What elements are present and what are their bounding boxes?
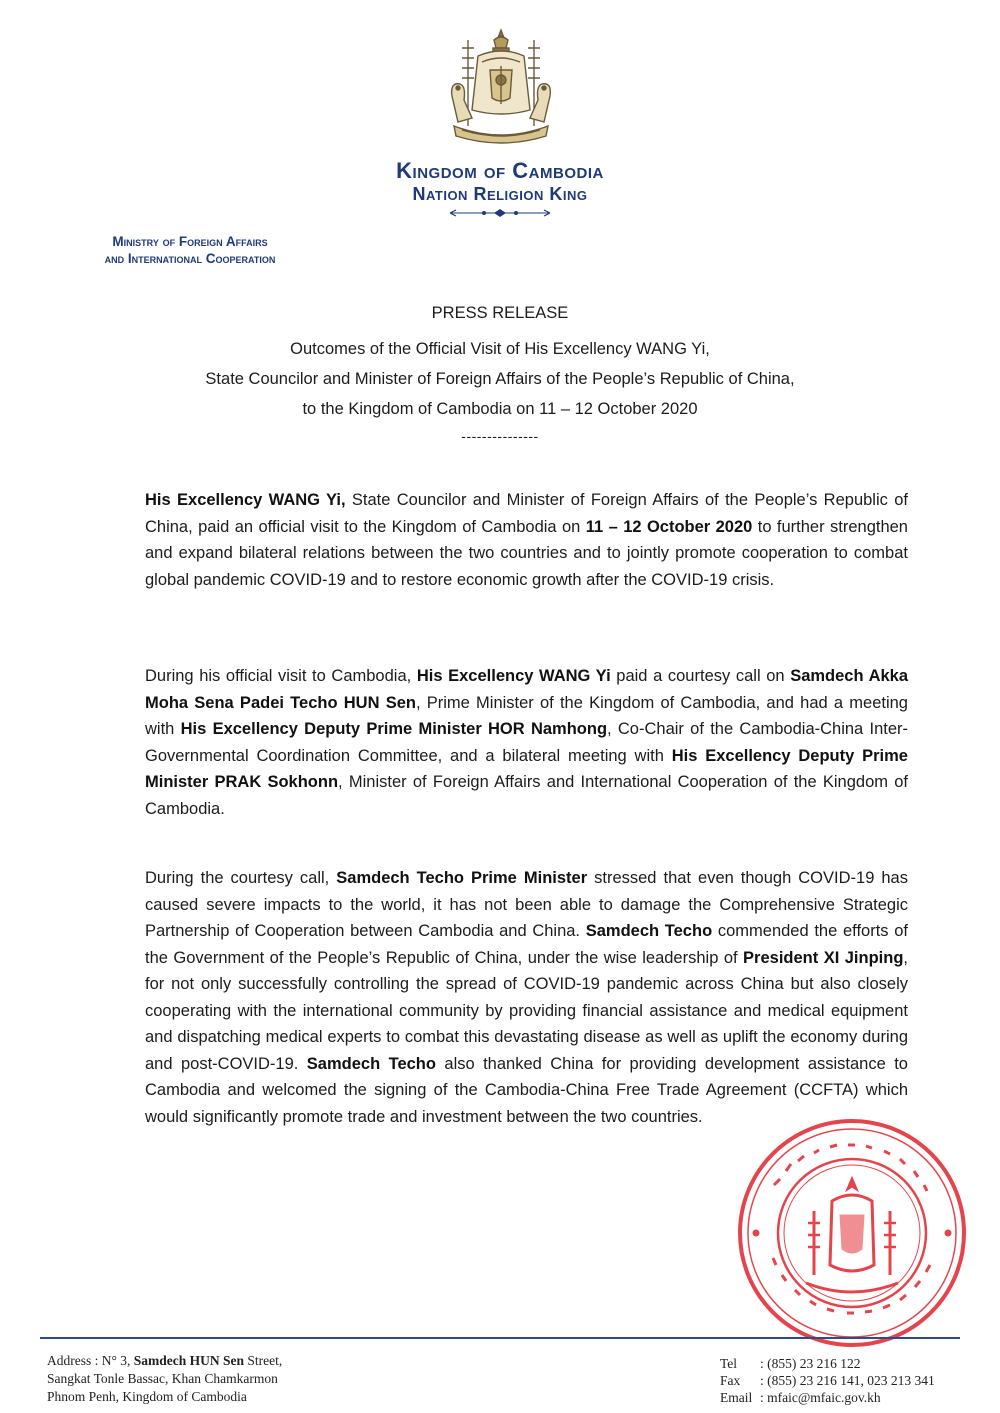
footer-rule: [40, 1337, 960, 1339]
official-ministry-seal-icon: [734, 1115, 970, 1351]
text-run: stressed that even though COVID-19 has caused severe impacts to the world, it has not been able to damage the Comprehensive Strategic Partnership of Cooperation between Cambodia and China.: [145, 869, 908, 940]
royal-coat-of-arms-icon: [438, 26, 564, 150]
bold-phrase: Samdech Techo: [585, 922, 713, 940]
release-title-line-1: Outcomes of the Official Visit of His Excellency WANG Yi,: [290, 340, 710, 358]
footer-address: [47, 1352, 282, 1406]
text-run: State Councilor and Minister of Foreign Affairs of the People’s Republic of China, paid an official visit to the Kingdom of Cambodia on: [145, 491, 908, 536]
ministry-name: [40, 233, 340, 267]
fax-value: : (855) 23 216 141, 023 213 341: [760, 1373, 935, 1388]
bold-phrase: His Excellency Deputy Prime Minister PRAK Sokhonn: [145, 746, 908, 791]
fax-label: Fax: [720, 1373, 741, 1388]
email-label: Email: [720, 1390, 753, 1405]
press-release-label: PRESS RELEASE: [431, 304, 569, 322]
release-title-line-2: State Councilor and Minister of Foreign Affairs of the People’s Republic of China,: [205, 370, 795, 388]
text-run: commended the efforts of the Government of the People’s Republic of China, under the wise leadership of: [145, 922, 908, 967]
address-street-suffix: Street,: [244, 1353, 283, 1368]
fax-row: [720, 1372, 935, 1389]
bold-phrase: Samdech Techo Prime Minister: [336, 869, 588, 887]
bold-phrase: Samdech Akka Moha Sena Padei Techo HUN Sen: [145, 667, 909, 712]
address-line-2: Sangkat Tonle Bassac, Khan Chamkarmon: [47, 1371, 278, 1386]
address-label: Address : N° 3,: [47, 1353, 134, 1368]
national-motto: Nation Religion King: [412, 184, 588, 204]
bold-phrase: President XI Jinping: [743, 948, 904, 967]
ornament-divider-icon: [448, 208, 552, 218]
text-run: During his official visit to Cambodia,: [145, 667, 417, 685]
title-separator: ---------------: [461, 428, 539, 444]
address-street-name: Samdech HUN Sen: [133, 1353, 245, 1368]
address-line-1: [47, 1352, 282, 1370]
text-run: paid a courtesy call on: [610, 667, 791, 685]
text-run: , for not only successfully controlling the spread of COVID-19 pandemic across China but also closely cooperating with the international community by providing financial assistance and medical equipment and dispatching medical experts to combat this devastating disease as well as uplift the economy during and post-COVID-19.: [145, 948, 908, 1073]
email-row: [720, 1389, 935, 1406]
text-run: , Minister of Foreign Affairs and International Cooperation of the Kingdom of Cambodia.: [145, 773, 908, 818]
bold-phrase: His Excellency WANG Yi: [416, 667, 611, 685]
ministry-line-2: and International Cooperation: [104, 251, 276, 266]
email-value: : mfaic@mfaic.gov.kh: [760, 1390, 881, 1405]
bold-phrase: His Excellency WANG Yi,: [145, 491, 346, 509]
footer-contact: [720, 1355, 935, 1406]
tel-value: : (855) 23 216 122: [760, 1356, 861, 1371]
body-paragraph-2: [145, 663, 908, 822]
tel-label: Tel: [720, 1356, 738, 1371]
text-run: to further strengthen and expand bilateral relations between the two countries and to jointly promote cooperation to combat global pandemic COVID-19 and to restore economic growth after the COVID-19 crisis.: [145, 517, 908, 589]
release-title-line-3: to the Kingdom of Cambodia on 11 – 12 October 2020: [302, 400, 698, 418]
body-paragraph-1: [145, 487, 908, 593]
body-paragraph-3: [145, 865, 908, 1130]
bold-phrase: His Excellency Deputy Prime Minister HOR Namhong: [180, 720, 608, 738]
ministry-line-1: Ministry of Foreign Affairs: [112, 234, 268, 249]
kingdom-title: Kingdom of Cambodia: [396, 158, 604, 183]
text-run: During the courtesy call,: [145, 869, 337, 887]
tel-row: [720, 1355, 935, 1372]
text-run: , Prime Minister of the Kingdom of Cambodia, and had a meeting with: [145, 693, 908, 738]
bold-phrase: Samdech Techo: [306, 1054, 436, 1073]
text-run: also thanked China for providing development assistance to Cambodia and welcomed the signing of the Cambodia-China Free Trade Agreement (CCFTA) which would significantly promote trade and investment between the two countries.: [145, 1054, 908, 1126]
address-line-3: Phnom Penh, Kingdom of Cambodia: [47, 1389, 247, 1404]
text-run: , Co-Chair of the Cambodia-China Inter-Governmental Coordination Committee, and a bilateral meeting with: [145, 720, 909, 765]
bold-phrase: 11 – 12 October 2020: [585, 517, 753, 536]
